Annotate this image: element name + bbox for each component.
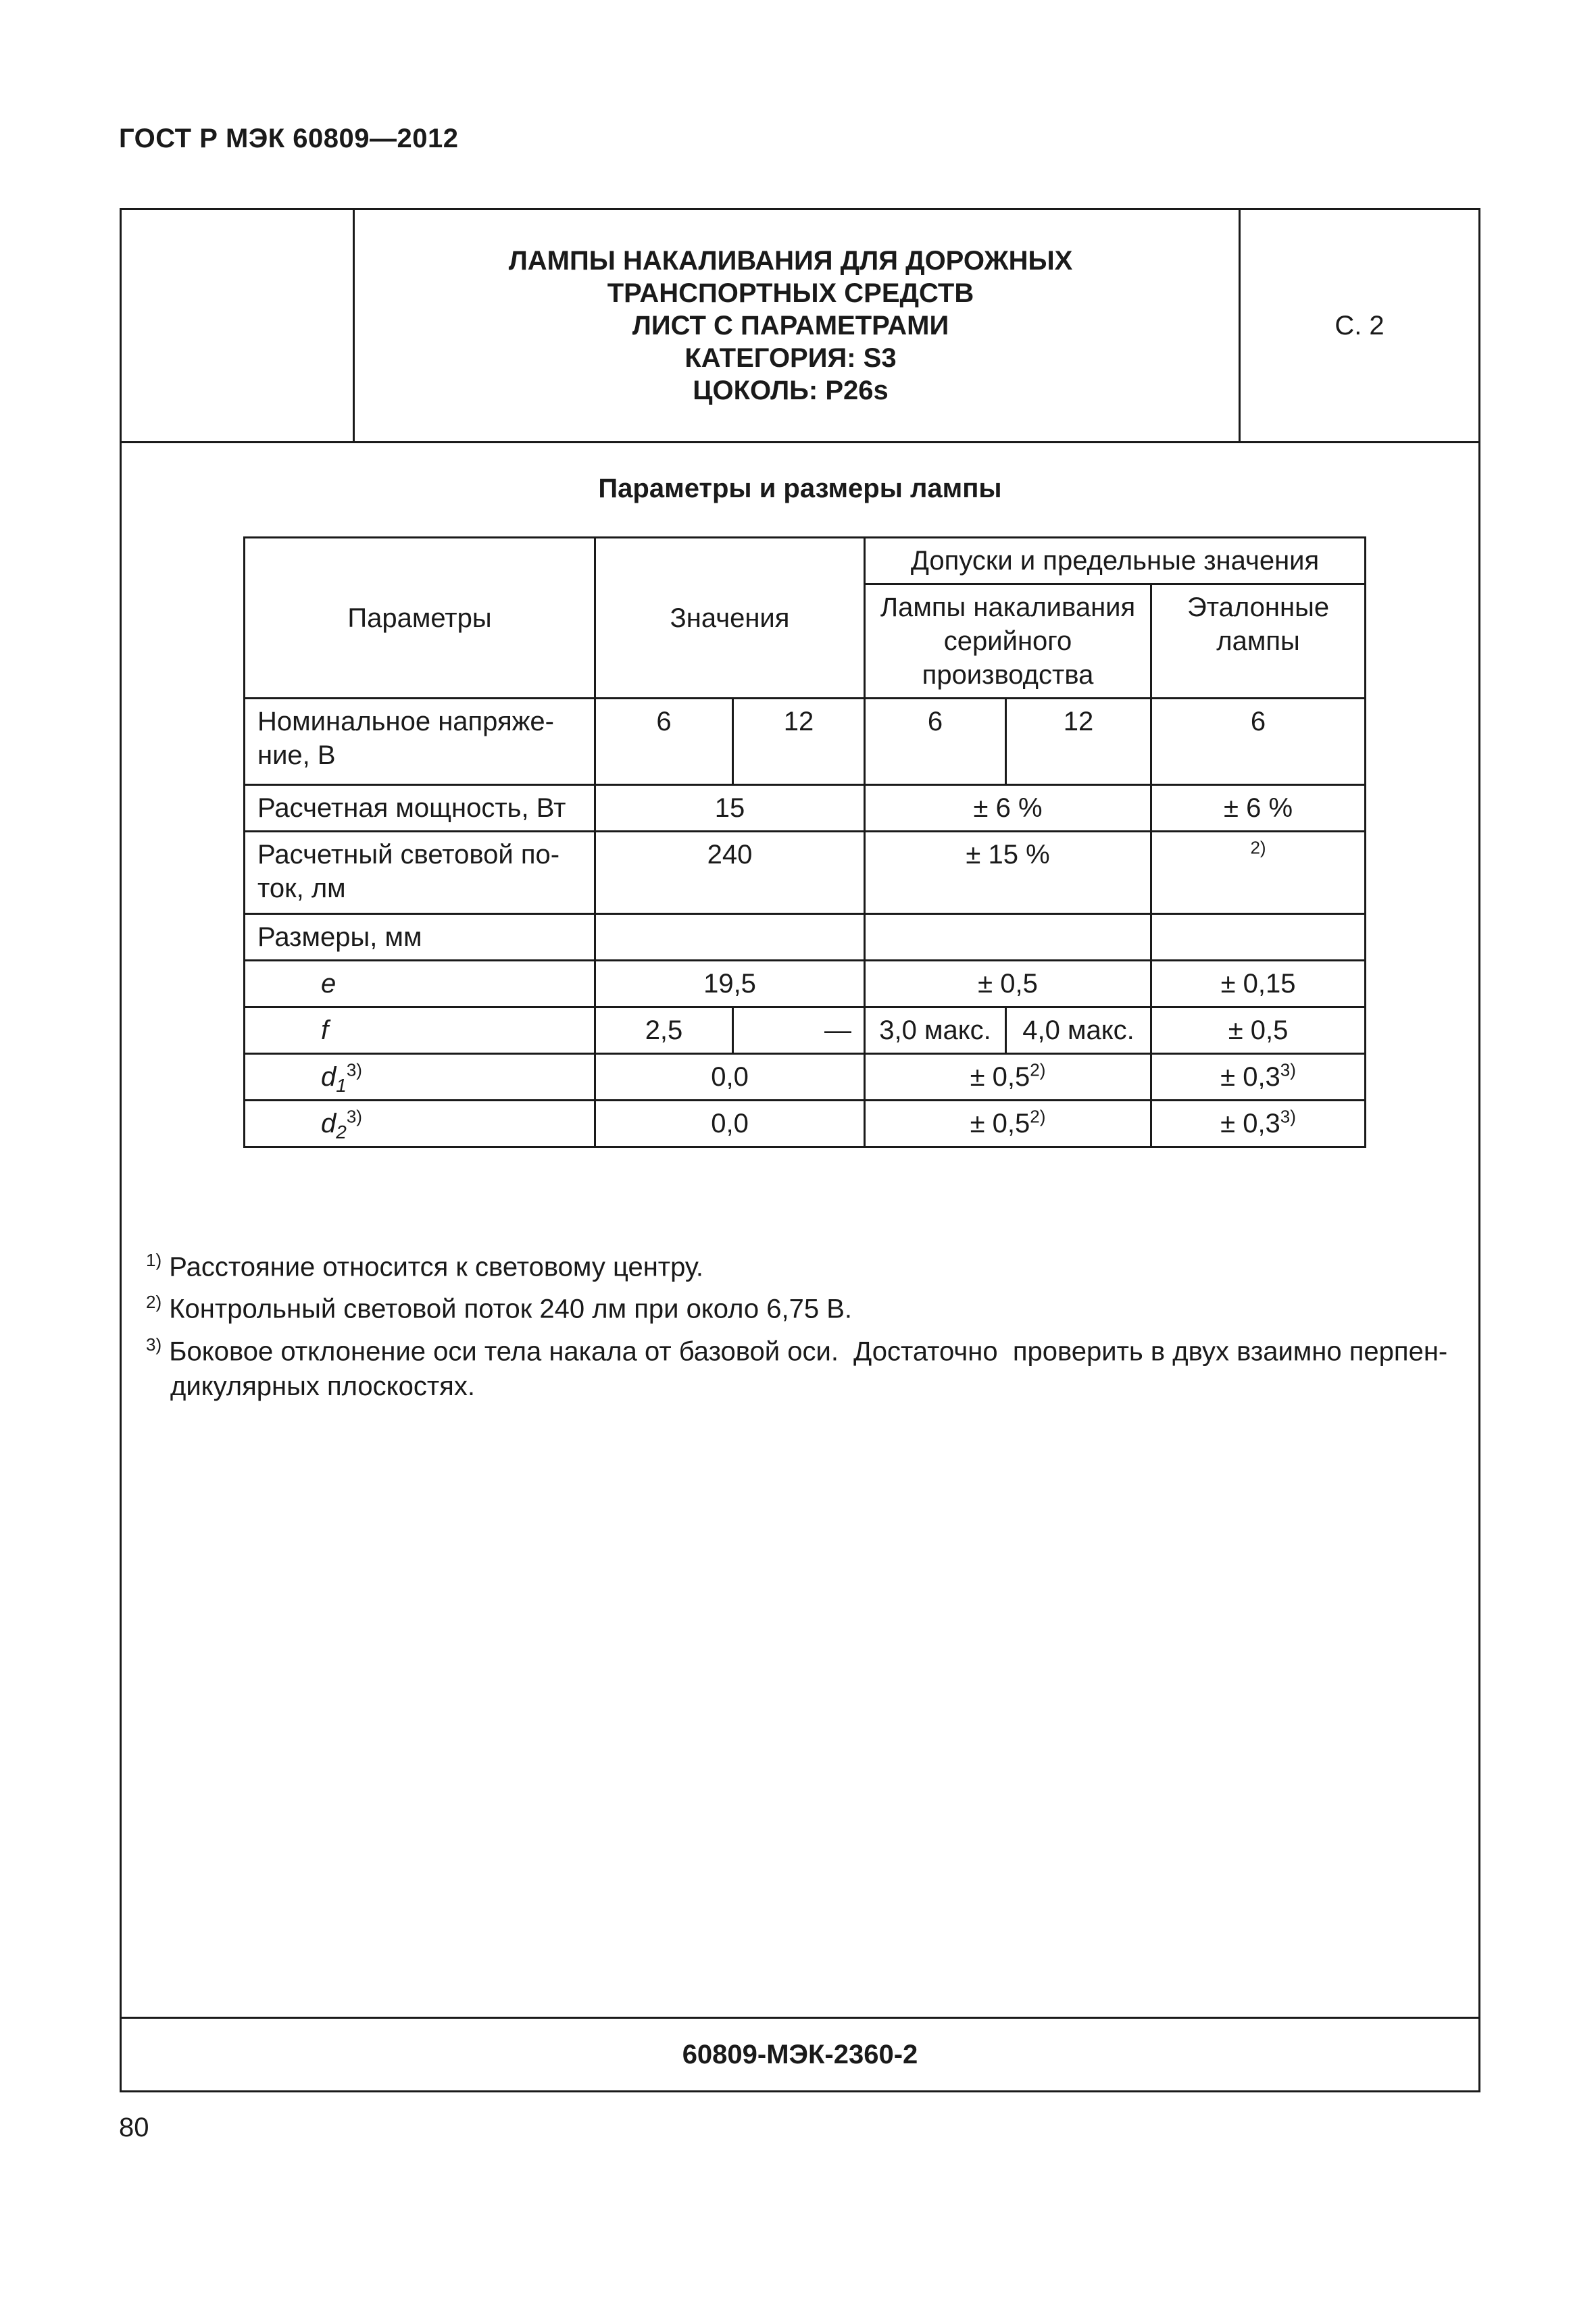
flux-reference-note: 2) (1250, 837, 1266, 858)
d1-value: 0,0 (595, 1054, 865, 1101)
sheet-page-number: С. 2 (1239, 210, 1478, 441)
table-row (245, 699, 1366, 785)
d2-reference (1151, 1101, 1366, 1147)
title-line-1: ЛАМПЫ НАКАЛИВАНИЯ ДЛЯ ДОРОЖНЫХ (508, 246, 1073, 276)
title-block-left-cell (122, 210, 355, 441)
voltage-serial-12: 12 (1006, 699, 1151, 785)
d1-reference-value: ± 0,3 (1220, 1062, 1280, 1092)
row-power-name: Расчетная мощность, Вт (245, 785, 595, 832)
d2-serial-value: ± 0,5 (970, 1109, 1030, 1138)
d1-serial (865, 1054, 1151, 1101)
power-serial: ± 6 % (865, 785, 1151, 832)
voltage-value-12: 12 (733, 699, 865, 785)
f-reference: ± 0,5 (1151, 1007, 1366, 1054)
dimensions-value-empty (595, 914, 865, 961)
footnote-1 (146, 1242, 1464, 1284)
footnote-3-text: Боковое отклонение оси тела накала от базовой оси. Достаточно проверить в двух взаимно перпен- (169, 1336, 1448, 1366)
d2-note: 3) (346, 1106, 362, 1127)
row-f-symbol: f (245, 1007, 595, 1054)
footnote-1-mark: 1) (146, 1250, 162, 1270)
row-voltage-name: Номинальное напряже-ние, В (245, 699, 595, 785)
d1-serial-value: ± 0,5 (970, 1062, 1030, 1092)
title-line-5: ЦОКОЛЬ: P26s (693, 376, 889, 405)
header-tolerances: Допуски и предельные значения (865, 538, 1366, 584)
footnote-3 (146, 1327, 1464, 1369)
power-reference: ± 6 % (1151, 785, 1366, 832)
table-row (245, 914, 1366, 961)
e-value: 19,5 (595, 961, 865, 1007)
title-line-4: КАТЕГОРИЯ: S3 (684, 343, 897, 373)
document-standard-header: ГОСТ Р МЭК 60809—2012 (119, 124, 459, 153)
flux-reference (1151, 832, 1366, 914)
f-value-6: 2,5 (595, 1007, 733, 1054)
footnote-2-mark: 2) (146, 1292, 162, 1313)
f-serial-6: 3,0 макс. (865, 1007, 1006, 1054)
header-reference-lamps: Эталонные лампы (1151, 584, 1366, 699)
d2-symbol: d (321, 1109, 336, 1138)
e-reference: ± 0,15 (1151, 961, 1366, 1007)
footnote-3-continuation: дикулярных плоскостях. (170, 1371, 475, 1401)
d1-subscript: 1 (336, 1075, 347, 1096)
table-row (245, 785, 1366, 832)
voltage-value-6: 6 (595, 699, 733, 785)
d2-reference-value: ± 0,3 (1220, 1109, 1280, 1138)
d1-note: 3) (346, 1059, 362, 1080)
d2-subscript: 2 (336, 1122, 347, 1142)
parameters-table (243, 536, 1366, 1148)
f-serial-12: 4,0 макс. (1006, 1007, 1151, 1054)
d2-serial-note: 2) (1030, 1106, 1046, 1127)
d2-value: 0,0 (595, 1101, 865, 1147)
title-line-3: ЛИСТ С ПАРАМЕТРАМИ (632, 311, 949, 341)
table-row (245, 832, 1366, 914)
dimensions-serial-empty (865, 914, 1151, 961)
header-parameters: Параметры (245, 538, 595, 699)
header-values: Значения (595, 538, 865, 699)
sheet-code: 60809-МЭК-2360-2 (122, 2017, 1478, 2090)
table-row (245, 1054, 1366, 1101)
row-d1-symbol (245, 1054, 595, 1101)
power-value: 15 (595, 785, 865, 832)
row-dimensions-name: Размеры, мм (245, 914, 595, 961)
footnote-2 (146, 1284, 1464, 1326)
title-block-title (355, 210, 1226, 441)
d1-reference-note: 3) (1280, 1059, 1296, 1080)
dimensions-reference-empty (1151, 914, 1366, 961)
voltage-reference: 6 (1151, 699, 1366, 785)
row-e-symbol: e (245, 961, 595, 1007)
row-d2-symbol (245, 1101, 595, 1147)
d1-symbol: d (321, 1062, 336, 1092)
page-number: 80 (119, 2113, 149, 2142)
header-serial-lamps: Лампы накаливания серийного производства (865, 584, 1151, 699)
table-row (245, 1101, 1366, 1147)
parameter-sheet-frame (120, 208, 1480, 2092)
footnotes (146, 1242, 1464, 1404)
voltage-serial-6: 6 (865, 699, 1006, 785)
table-row (245, 961, 1366, 1007)
title-line-2: ТРАНСПОРТНЫХ СРЕДСТВ (607, 278, 974, 308)
d1-serial-note: 2) (1030, 1059, 1046, 1080)
row-flux-name: Расчетный световой по-ток, лм (245, 832, 595, 914)
f-value-12: — (733, 1007, 865, 1054)
table-caption: Параметры и размеры лампы (598, 474, 1002, 503)
table-header-row (245, 538, 1366, 584)
flux-serial: ± 15 % (865, 832, 1151, 914)
table-row (245, 1007, 1366, 1054)
footnote-1-text: Расстояние относится к световому центру. (169, 1252, 704, 1282)
e-serial: ± 0,5 (865, 961, 1151, 1007)
d2-reference-note: 3) (1280, 1106, 1296, 1127)
flux-value: 240 (595, 832, 865, 914)
d1-reference (1151, 1054, 1366, 1101)
footnote-2-text: Контрольный световой поток 240 лм при около 6,75 В. (169, 1294, 853, 1324)
d2-serial (865, 1101, 1151, 1147)
title-block (122, 210, 1478, 443)
footnote-3-mark: 3) (146, 1334, 162, 1355)
